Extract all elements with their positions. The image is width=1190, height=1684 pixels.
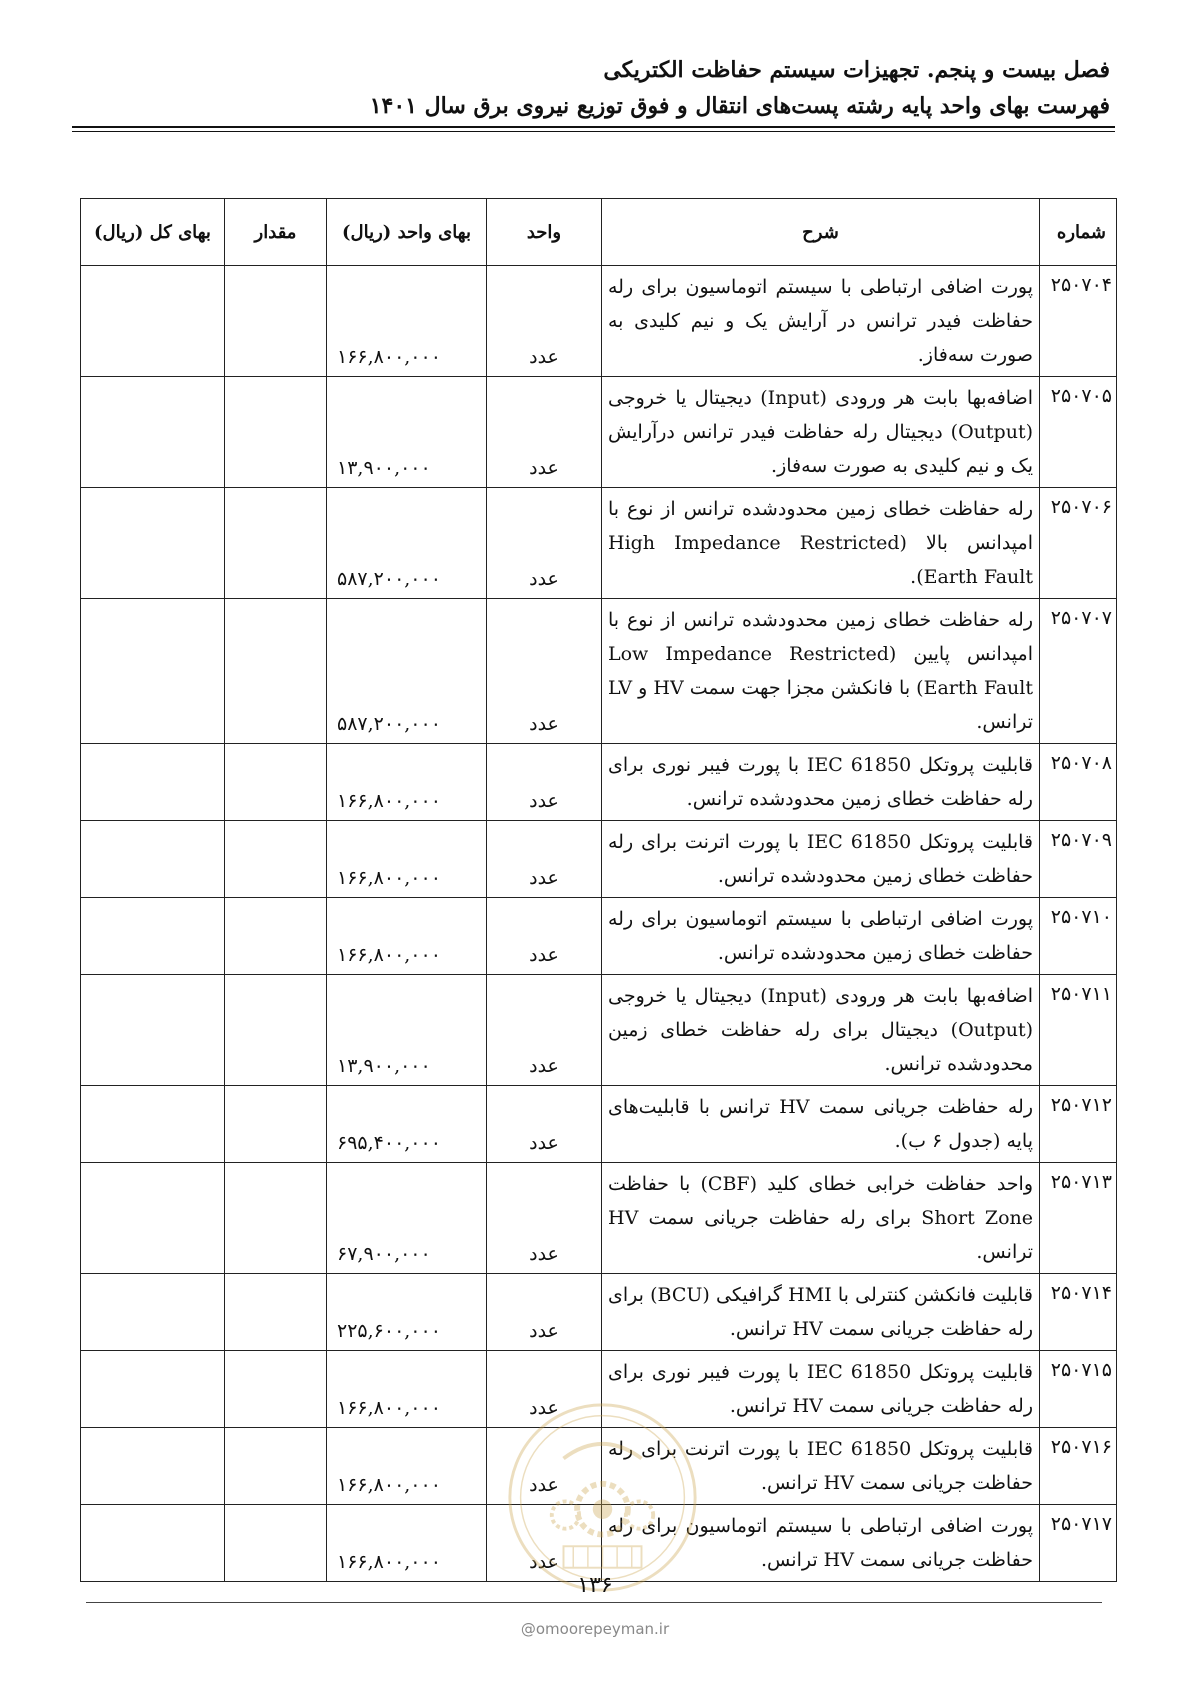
item-number: ۲۵۰۷۰۷ xyxy=(1040,599,1117,744)
table-row xyxy=(81,1163,1117,1274)
item-unit-price: ۶۷,۹۰۰,۰۰۰ xyxy=(327,1163,487,1274)
header-rule-thick xyxy=(72,126,1115,128)
table-row xyxy=(81,1274,1117,1351)
item-description: قابلیت پروتکل IEC 61850 با پورت اترنت برای رله حفاظت خطای زمین محدودشده ترانس. xyxy=(602,821,1040,898)
item-description: پورت اضافی ارتباطی با سیستم اتوماسیون برای رله حفاظت فیدر ترانس در آرایش یک و نیم کلیدی به صورت سه‌فاز. xyxy=(602,266,1040,377)
item-total-price xyxy=(81,1274,225,1351)
table-row xyxy=(81,377,1117,488)
item-description: قابلیت فانکشن کنترلی با HMI گرافیکی (BCU) برای رله حفاظت جریانی سمت HV ترانس. xyxy=(602,1274,1040,1351)
item-number: ۲۵۰۷۱۴ xyxy=(1040,1274,1117,1351)
header-unit-price: بهای واحد (ریال) xyxy=(327,199,487,266)
item-total-price xyxy=(81,975,225,1086)
table-row xyxy=(81,744,1117,821)
item-quantity xyxy=(225,488,327,599)
header-rule-thin xyxy=(72,131,1115,132)
header-quantity: مقدار xyxy=(225,199,327,266)
item-quantity xyxy=(225,1505,327,1582)
item-total-price xyxy=(81,599,225,744)
item-unit-price: ۱۶۶,۸۰۰,۰۰۰ xyxy=(327,1428,487,1505)
item-total-price xyxy=(81,1505,225,1582)
item-description: رله حفاظت خطای زمین محدودشده ترانس از نوع با امپدانس پایین (Low Impedance Restricted Earth Fault) با فانکشن مجزا جهت سمت HV و LV ترانس. xyxy=(602,599,1040,744)
item-unit-price: ۱۶۶,۸۰۰,۰۰۰ xyxy=(327,898,487,975)
item-number: ۲۵۰۷۰۶ xyxy=(1040,488,1117,599)
item-number: ۲۵۰۷۰۸ xyxy=(1040,744,1117,821)
item-description: رله حفاظت خطای زمین محدودشده ترانس از نوع با امپدانس بالا (High Impedance Restricted Earth Fault). xyxy=(602,488,1040,599)
item-number: ۲۵۰۷۱۵ xyxy=(1040,1351,1117,1428)
item-description: قابلیت پروتکل IEC 61850 با پورت اترنت برای رله حفاظت جریانی سمت HV ترانس. xyxy=(602,1428,1040,1505)
item-description: پورت اضافی ارتباطی با سیستم اتوماسیون برای رله حفاظت خطای زمین محدودشده ترانس. xyxy=(602,898,1040,975)
item-description: رله حفاظت جریانی سمت HV ترانس با قابلیت‌های پایه (جدول ۶ ب). xyxy=(602,1086,1040,1163)
item-unit-price: ۱۶۶,۸۰۰,۰۰۰ xyxy=(327,266,487,377)
table-row xyxy=(81,488,1117,599)
item-unit: عدد xyxy=(487,821,602,898)
item-unit-price: ۲۲۵,۶۰۰,۰۰۰ xyxy=(327,1274,487,1351)
item-number: ۲۵۰۷۱۲ xyxy=(1040,1086,1117,1163)
item-total-price xyxy=(81,1351,225,1428)
item-number: ۲۵۰۷۱۰ xyxy=(1040,898,1117,975)
item-quantity xyxy=(225,1163,327,1274)
item-quantity xyxy=(225,599,327,744)
item-unit: عدد xyxy=(487,975,602,1086)
item-total-price xyxy=(81,1163,225,1274)
item-unit: عدد xyxy=(487,898,602,975)
item-quantity xyxy=(225,1274,327,1351)
item-number: ۲۵۰۷۱۶ xyxy=(1040,1428,1117,1505)
item-quantity xyxy=(225,377,327,488)
item-description: اضافه‌بها بابت هر ورودی (Input) دیجیتال یا خروجی (Output) دیجیتال برای رله حفاظت خطای زمین محدودشده ترانس. xyxy=(602,975,1040,1086)
item-unit-price: ۵۸۷,۲۰۰,۰۰۰ xyxy=(327,599,487,744)
publisher-seal-watermark xyxy=(505,1400,700,1595)
item-number: ۲۵۰۷۰۹ xyxy=(1040,821,1117,898)
item-total-price xyxy=(81,898,225,975)
document-subtitle: فهرست بهای واحد پایه رشته پست‌های انتقال و فوق توزیع نیروی برق سال ۱۴۰۱ xyxy=(369,93,1110,119)
item-quantity xyxy=(225,1086,327,1163)
item-number: ۲۵۰۷۱۷ xyxy=(1040,1505,1117,1582)
item-unit: عدد xyxy=(487,1428,602,1505)
item-total-price xyxy=(81,377,225,488)
item-unit: عدد xyxy=(487,1505,602,1582)
item-quantity xyxy=(225,975,327,1086)
header-description: شرح xyxy=(602,199,1040,266)
item-number: ۲۵۰۷۱۱ xyxy=(1040,975,1117,1086)
table-row xyxy=(81,898,1117,975)
item-unit: عدد xyxy=(487,1274,602,1351)
item-unit-price: ۱۶۶,۸۰۰,۰۰۰ xyxy=(327,1505,487,1582)
item-unit-price: ۱۳,۹۰۰,۰۰۰ xyxy=(327,975,487,1086)
item-quantity xyxy=(225,1428,327,1505)
table-row xyxy=(81,266,1117,377)
footer-rule xyxy=(86,1602,1102,1603)
item-description: قابلیت پروتکل IEC 61850 با پورت فیبر نوری برای رله حفاظت جریانی سمت HV ترانس. xyxy=(602,1351,1040,1428)
item-unit: عدد xyxy=(487,1351,602,1428)
item-quantity xyxy=(225,1351,327,1428)
item-unit-price: ۵۸۷,۲۰۰,۰۰۰ xyxy=(327,488,487,599)
item-unit-price: ۶۹۵,۴۰۰,۰۰۰ xyxy=(327,1086,487,1163)
table-row xyxy=(81,599,1117,744)
price-list-table xyxy=(80,198,1117,1582)
item-description: پورت اضافی ارتباطی با سیستم اتوماسیون برای رله حفاظت جریانی سمت HV ترانس. xyxy=(602,1505,1040,1582)
item-unit: عدد xyxy=(487,1163,602,1274)
header-total-price: بهای کل (ریال) xyxy=(81,199,225,266)
item-quantity xyxy=(225,821,327,898)
item-total-price xyxy=(81,744,225,821)
item-quantity xyxy=(225,266,327,377)
item-unit-price: ۱۶۶,۸۰۰,۰۰۰ xyxy=(327,1351,487,1428)
item-quantity xyxy=(225,744,327,821)
table-row xyxy=(81,975,1117,1086)
website-watermark: @omoorepeyman.ir xyxy=(520,1620,670,1638)
header-number: شماره xyxy=(1040,199,1117,266)
item-total-price xyxy=(81,1428,225,1505)
page-header xyxy=(70,55,1110,121)
table-header-row xyxy=(81,199,1117,266)
item-description: قابلیت پروتکل IEC 61850 با پورت فیبر نوری برای رله حفاظت خطای زمین محدودشده ترانس. xyxy=(602,744,1040,821)
item-unit: عدد xyxy=(487,377,602,488)
item-unit: عدد xyxy=(487,488,602,599)
item-description: اضافه‌بها بابت هر ورودی (Input) دیجیتال یا خروجی (Output) دیجیتال رله حفاظت فیدر ترانس درآرایش یک و نیم کلیدی به صورت سه‌فاز. xyxy=(602,377,1040,488)
table-row xyxy=(81,1086,1117,1163)
item-total-price xyxy=(81,1086,225,1163)
item-unit-price: ۱۳,۹۰۰,۰۰۰ xyxy=(327,377,487,488)
header-unit: واحد xyxy=(487,199,602,266)
table-row xyxy=(81,821,1117,898)
chapter-title: فصل بیست و پنجم. تجهیزات سیستم حفاظت الکتریکی xyxy=(603,57,1110,83)
item-unit: عدد xyxy=(487,599,602,744)
item-unit-price: ۱۶۶,۸۰۰,۰۰۰ xyxy=(327,744,487,821)
item-total-price xyxy=(81,821,225,898)
item-unit: عدد xyxy=(487,1086,602,1163)
item-description: واحد حفاظت خرابی خطای کلید (CBF) با حفاظت Short Zone برای رله حفاظت جریانی سمت HV ترانس. xyxy=(602,1163,1040,1274)
item-quantity xyxy=(225,898,327,975)
item-number: ۲۵۰۷۰۵ xyxy=(1040,377,1117,488)
page-number: ۱۳۶ xyxy=(577,1573,613,1598)
item-unit: عدد xyxy=(487,266,602,377)
item-number: ۲۵۰۷۰۴ xyxy=(1040,266,1117,377)
item-number: ۲۵۰۷۱۳ xyxy=(1040,1163,1117,1274)
item-unit-price: ۱۶۶,۸۰۰,۰۰۰ xyxy=(327,821,487,898)
item-unit: عدد xyxy=(487,744,602,821)
item-total-price xyxy=(81,266,225,377)
item-total-price xyxy=(81,488,225,599)
